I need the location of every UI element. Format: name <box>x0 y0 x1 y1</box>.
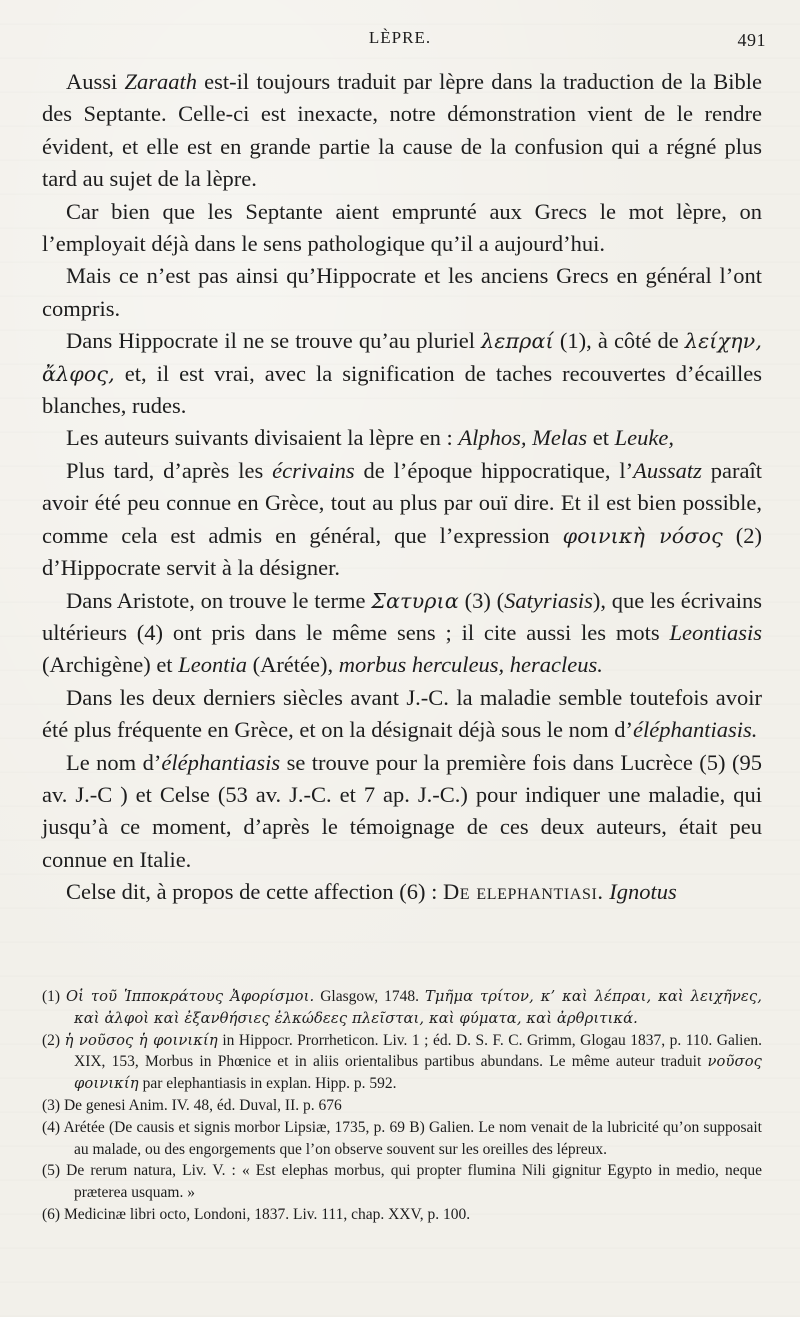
italic-term: morbus herculeus, heracleus. <box>338 652 603 678</box>
text-segment: Aussi <box>66 69 125 94</box>
text-segment: Mais ce n’est pas ainsi qu’Hippocrate et les anciens Grecs en général l’ont compris. <box>42 263 762 321</box>
footnote <box>42 1030 762 1095</box>
italic-term: éléphantiasis. <box>633 717 758 743</box>
paragraph <box>42 747 762 877</box>
text-segment: in Hippocr. Prorrheticon. Liv. 1 ; éd. D. S. F. C. Grimm, Glogau 1837, p. 110. Galien. XIX, 153, Morbus in Phœnice et in aliis orientalibus partibus abundans. Le même auteur traduit <box>74 1031 762 1071</box>
greek-term: Σατυρια <box>371 588 459 613</box>
text-segment: (6) Medicinæ libri octo, Londoni, 1837. Liv. 111, chap. XXV, p. 100. <box>42 1205 471 1223</box>
greek-term: νοῦσος φοινικίη <box>74 1053 762 1093</box>
greek-term: λεπραί <box>481 329 554 354</box>
paragraph <box>42 196 762 261</box>
greek-term: Οἱ τοῦ Ἱπποκράτους Ἀφορίσμοι. <box>66 988 315 1005</box>
text-segment: (Archigène) et <box>42 652 179 678</box>
text-segment: (3) De genesi Anim. IV. 48, éd. Duval, II. p. 676 <box>42 1096 342 1114</box>
italic-term: Ignotus <box>609 879 677 905</box>
paragraph <box>42 260 762 325</box>
footnote <box>42 1160 762 1204</box>
paragraph <box>42 682 762 747</box>
small-caps-heading: De elephantiasi. <box>442 879 604 905</box>
text-segment: Plus tard, d’après les <box>66 457 273 483</box>
text-segment: Glasgow, 1748. <box>314 988 425 1005</box>
text-segment: (2) <box>42 1031 65 1049</box>
footnote <box>42 986 762 1030</box>
italic-term: Zaraath <box>124 69 197 94</box>
text-segment: et <box>587 425 615 451</box>
paragraph <box>42 422 762 454</box>
greek-term: ἡ νοῦσος ἡ φοινικίη <box>64 1031 218 1049</box>
footnote <box>42 1095 762 1117</box>
paragraph <box>42 876 762 908</box>
italic-term: Satyriasis <box>504 587 593 613</box>
text-segment: (3) ( <box>458 587 505 613</box>
text-segment: Celse dit, à propos de cette affection (6) : <box>66 879 443 905</box>
greek-term: φοινικὴ νόσος <box>562 523 723 548</box>
text-segment: se trouve pour la première fois dans Lucrèce (5) (95 av. J.-C ) et Celse (53 av. J.-C. et 7 ap. J.-C.) pour indiquer une maladie, qui jusqu’à ce moment, d’après le témoignage de ces deux auteurs, était peu connue en Italie. <box>42 749 762 872</box>
text-segment: Dans Hippocrate il ne se trouve qu’au pluriel <box>66 328 482 354</box>
text-segment: est-il toujours traduit par lèpre dans la traduction de la Bible des Septante. Celle-ci est inexacte, notre démonstration vient de le rendre évident, et elle est en grande partie la cause de la confusion qui a régné plus tard au sujet de la lèpre. <box>42 69 763 192</box>
text-segment: Dans Aristote, on trouve le terme <box>66 587 372 613</box>
text-segment: ), que les écrivains ultérieurs (4) ont pris dans le même sens ; il cite aussi les mots <box>42 587 763 645</box>
footnote <box>42 1117 762 1161</box>
italic-term: écrivains <box>272 457 355 483</box>
italic-term: éléphantiasis <box>161 749 281 775</box>
text-segment: (2) d’Hippocrate servit à la désigner. <box>42 522 762 581</box>
italic-term: Leontia <box>178 652 247 678</box>
text-segment: (4) Arétée (De causis et signis morbor Lipsiæ, 1735, p. 69 B) Galien. Le nom venait de la lubricité qu’on supposait au malade, ou des engorgements que l’on observe souvent sur les oreilles des lépreux. <box>42 1118 762 1158</box>
footnote <box>42 1204 762 1226</box>
text-segment: par elephantiasis in explan. Hipp. p. 592. <box>138 1075 397 1093</box>
paragraph <box>42 66 762 196</box>
text-segment: (1) <box>42 988 67 1005</box>
italic-term: Leontiasis <box>669 619 762 645</box>
text-segment: (1), à côté de <box>553 328 685 354</box>
footnotes <box>42 986 762 1226</box>
text-segment: Le nom d’ <box>66 749 162 775</box>
text-segment: de l’époque hippocratique, l’ <box>354 457 634 483</box>
text-segment: (5) De rerum natura, Liv. V. : « Est elephas morbus, qui propter flumina Nili gignitur Egypto in medio, neque præterea usquam. » <box>42 1162 762 1202</box>
italic-term: Leuke, <box>614 425 674 451</box>
text-segment: paraît avoir été peu connue en Grèce, tout au plus par ouï dire. Et il est bien possible, comme cela est admis en général, que l’expression <box>42 457 763 548</box>
text-segment: Car bien que les Septante aient emprunté aux Grecs le mot lèpre, on l’employait déjà dans le sens pathologique qu’il a aujourd’hui. <box>42 198 762 257</box>
greek-term: λείχην, ἄλφος, <box>42 329 762 386</box>
text-segment: et, il est vrai, avec la signification de taches recouvertes d’écailles blanches, rudes. <box>42 360 762 419</box>
paragraph <box>42 455 762 585</box>
running-head: LÈPRE. <box>368 28 432 47</box>
italic-term: Aussatz <box>633 457 702 483</box>
greek-term: Τμῆμα τρίτον, κ’ καὶ λέπραι, καὶ λειχῆνες, καὶ ἀλφοὶ καὶ ἐξανθήσιες ἐλκώδεες πλεῖσται, καὶ φύματα, καὶ ἀρθριτικά. <box>74 988 762 1027</box>
italic-term: Alphos, Melas <box>458 425 588 451</box>
page-header <box>0 26 800 60</box>
page-number: 491 <box>737 30 766 50</box>
main-text <box>42 66 762 909</box>
text-segment: Les auteurs suivants divisaient la lèpre en : <box>66 425 459 451</box>
paragraph <box>42 325 762 422</box>
text-segment: (Arétée), <box>246 652 339 678</box>
paragraph <box>42 585 762 682</box>
text-segment: Dans les deux derniers siècles avant J.-C. la maladie semble toutefois avoir été plus fréquente en Grèce, et on la désignait déjà sous le nom d’ <box>42 684 762 743</box>
